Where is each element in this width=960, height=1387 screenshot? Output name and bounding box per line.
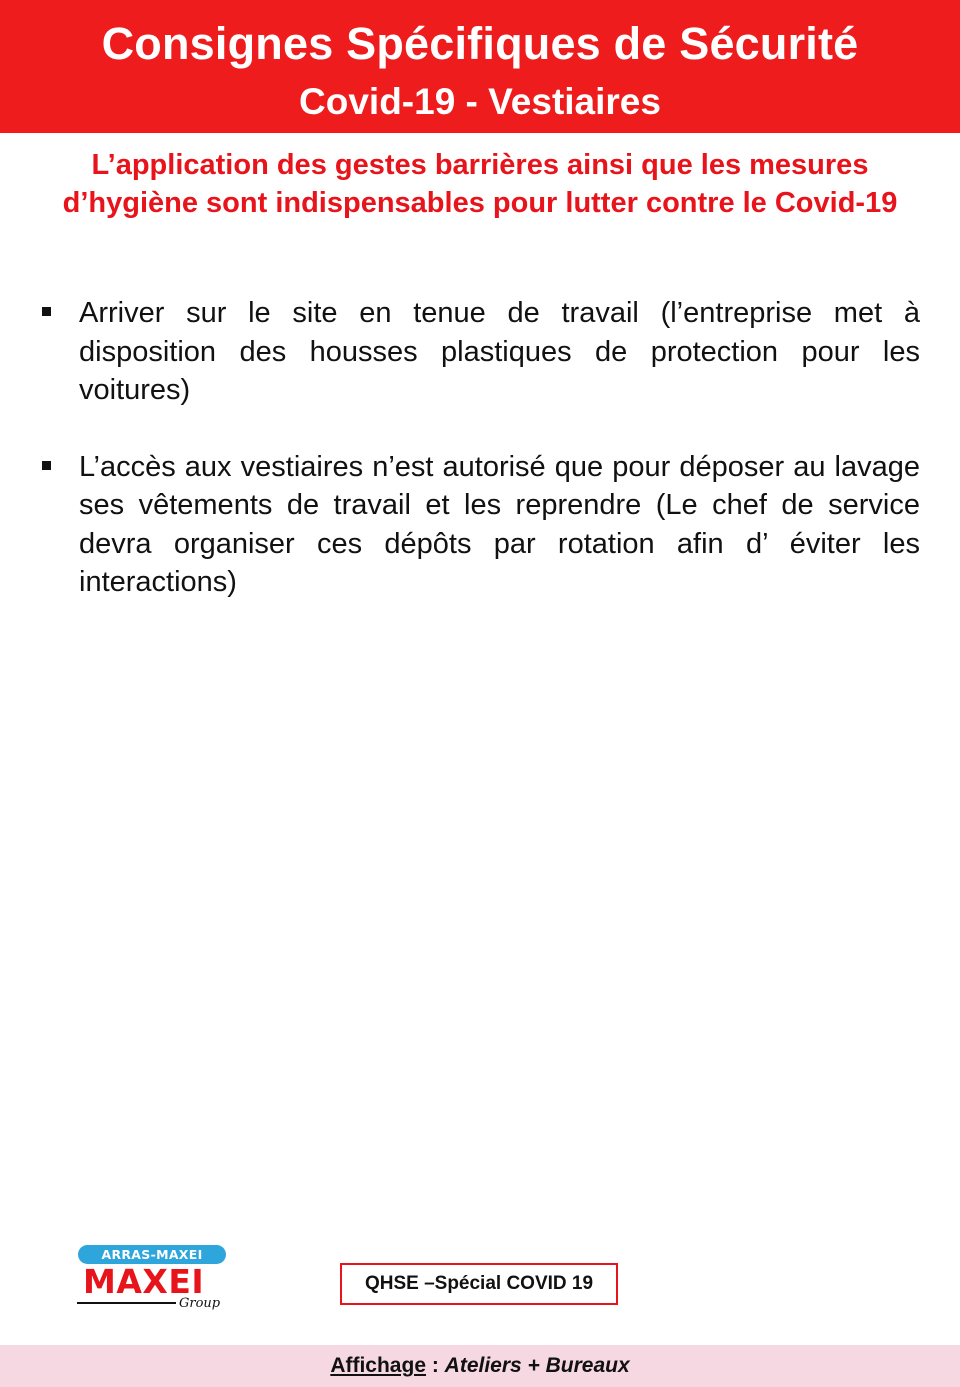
intro-line-1: L’application des gestes barrières ainsi que les mesures <box>91 149 869 181</box>
square-bullet-icon <box>42 461 51 470</box>
logo-top-text: ARRAS-MAXEI <box>78 1245 226 1264</box>
square-bullet-icon <box>42 307 51 316</box>
header-banner <box>0 0 960 133</box>
logo-tagline: Group <box>179 1296 221 1311</box>
list-item <box>38 448 920 602</box>
logo-divider <box>77 1302 176 1304</box>
instruction-text: Arriver sur le site en tenue de travail (l’entreprise met à disposition des housses plastiques de protection pour les voitures) <box>79 297 920 406</box>
footer-label: Affichage <box>330 1354 426 1377</box>
footer-separator: : <box>426 1354 445 1377</box>
instruction-text: L’accès aux vestiaires n’est autorisé que pour déposer au lavage ses vêtements de travail et les reprendre (Le chef de service devra organiser ces dépôts par rotation afin d’ éviter les interactions) <box>79 450 920 598</box>
company-logo <box>75 1243 230 1318</box>
list-item <box>38 294 920 410</box>
qhse-badge: QHSE –Spécial COVID 19 <box>340 1263 618 1305</box>
intro-line-2: d’hygiène sont indispensables pour lutter contre le Covid-19 <box>62 187 898 219</box>
instruction-list <box>38 294 920 640</box>
footer-bar <box>0 1345 960 1387</box>
footer-value: Ateliers + Bureaux <box>444 1354 630 1377</box>
page-title: Consignes Spécifiques de Sécurité <box>101 18 859 69</box>
logo-brand: MAXEI <box>83 1262 205 1301</box>
intro-statement <box>10 146 950 222</box>
page-subtitle: Covid-19 - Vestiaires <box>299 81 661 122</box>
